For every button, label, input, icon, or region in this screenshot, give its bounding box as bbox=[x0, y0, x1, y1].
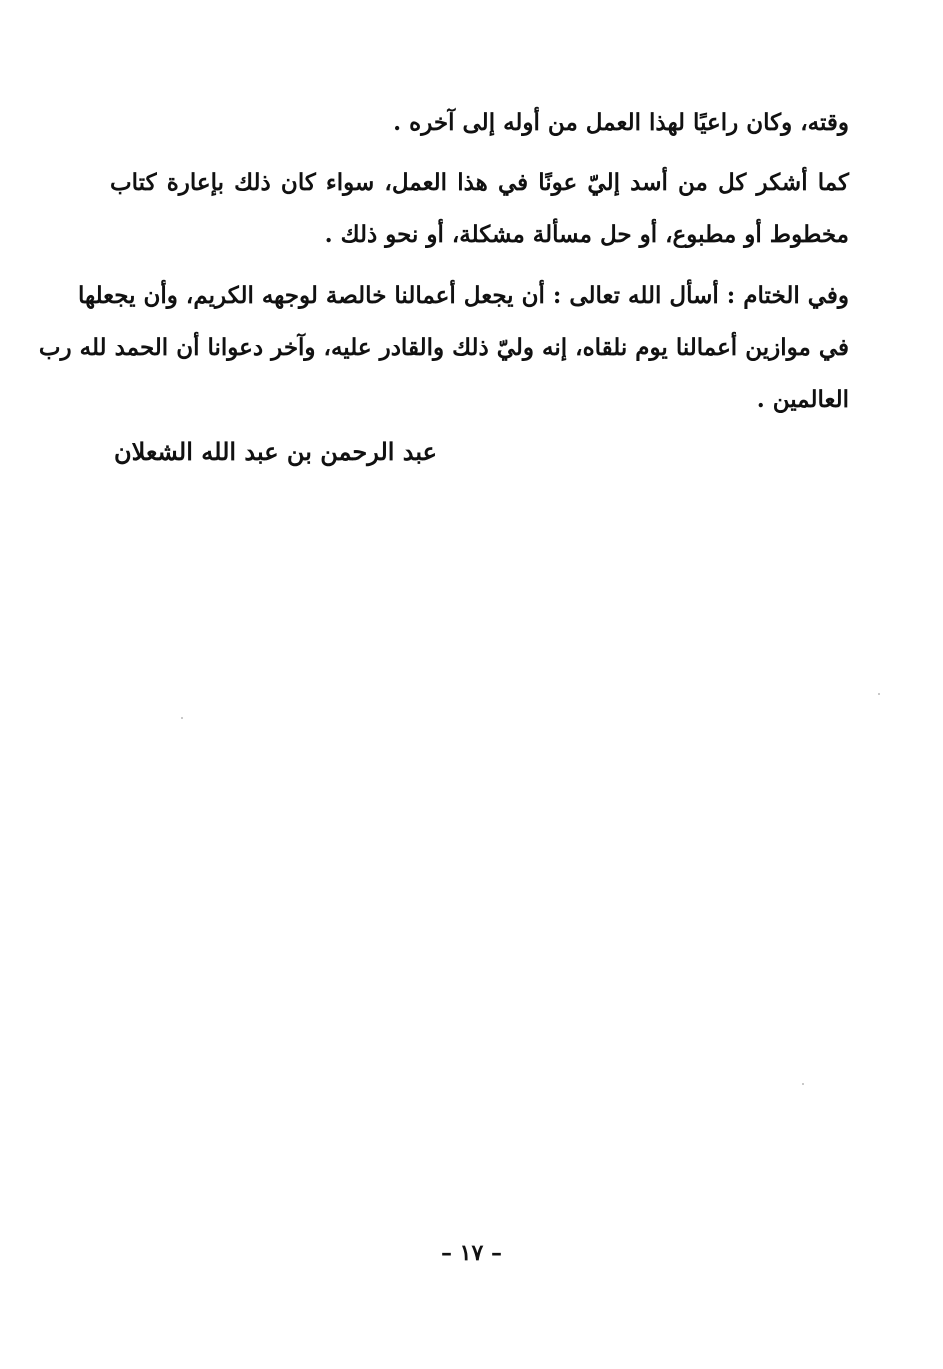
author-signature: عبد الرحمن بن عبد الله الشعلان bbox=[114, 437, 437, 466]
paragraph-3-line-3: العالمين . bbox=[756, 386, 849, 413]
scan-speck bbox=[181, 717, 183, 719]
paragraph-3-line-1: وفي الختام : أسأل الله تعالى : أن يجعل أعمالنا خالصة لوجهه الكريم، وأن يجعلها bbox=[77, 282, 849, 309]
paragraph-2-line-1: كما أشكر كل من أسد إليّ عونًا في هذا العمل، سواء كان ذلك بإعارة كتاب bbox=[110, 169, 849, 196]
paragraph-3-line-2: في موازين أعمالنا يوم نلقاه، إنه وليّ ذلك والقادر عليه، وآخر دعوانا أن الحمد لله رب bbox=[38, 334, 849, 361]
page-number: – ١٧ – bbox=[441, 1240, 502, 1266]
scan-speck bbox=[802, 1083, 804, 1085]
paragraph-1-line-1: وقته، وكان راعيًا لهذا العمل من أوله إلى آخره . bbox=[393, 109, 849, 136]
scan-speck bbox=[878, 693, 880, 695]
paragraph-2-line-2: مخطوط أو مطبوع، أو حل مسألة مشكلة، أو نحو ذلك . bbox=[324, 221, 849, 248]
